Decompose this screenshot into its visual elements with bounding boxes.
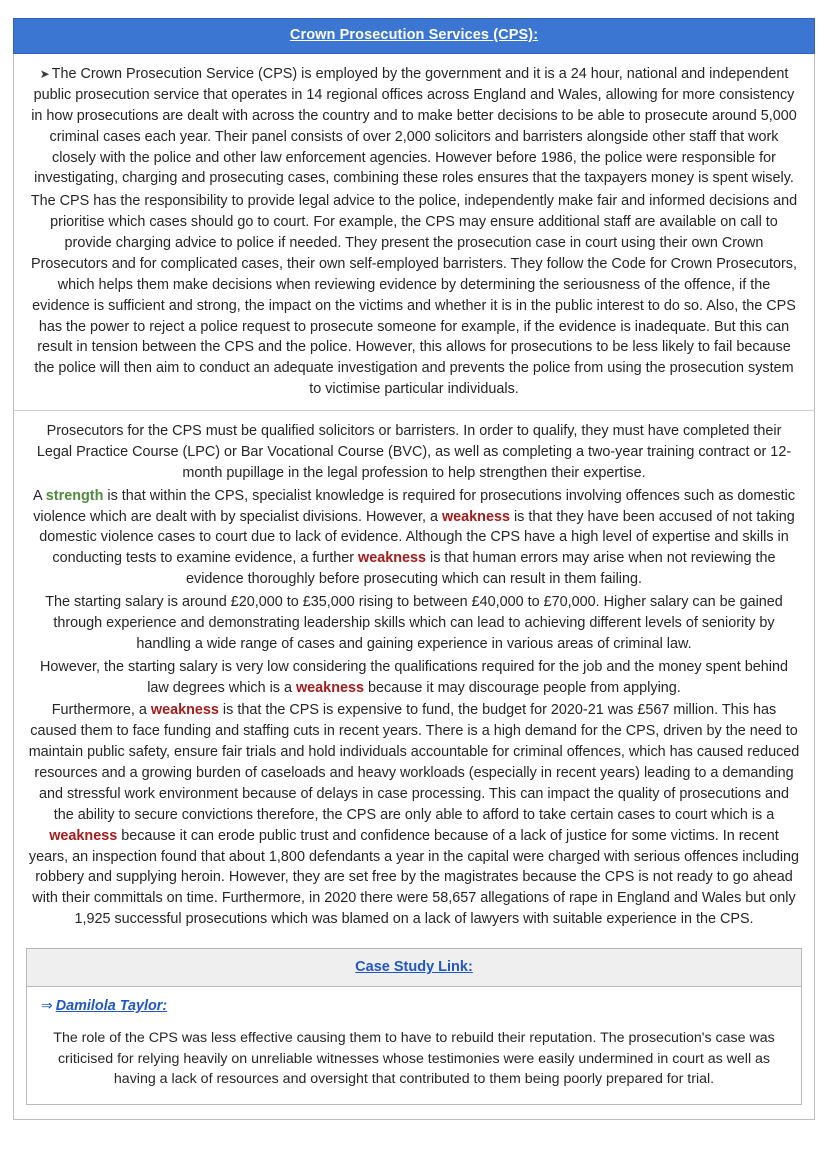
qualifications-paragraph: Prosecutors for the CPS must be qualified solicitors or barristers. In order to qualify, they must have completed their Legal Practice Course (LPC) or Bar Vocational Course (BVC), as well as completing a two-year training contract or 12-month pupillage in the legal profession to help strengthen their expertise. [36, 423, 792, 481]
section-qualifications-and-analysis [14, 410, 814, 940]
funding-text-1: Furthermore, a [51, 702, 151, 719]
funding-paragraph [28, 700, 800, 930]
funding-text-3: because it can erode public trust and confidence because of a lack of justice for some victims. In recent years, an inspection found that about 1,800 defendants a year in the capital were charged with serious offences including robbery and supplying heroin. However, they are set free by the magistrates because the CPS is not ready to go ahead with their committals on time. Furthermore, in 2020 there were 58,657 allegations of rape in England and Wales but only 1,925 successful prosecutions which was blamed on a lack of lawyers with suitable experience in the CPS. [28, 827, 800, 928]
double-arrow-right-icon: ⇒ [41, 997, 53, 1013]
overview-paragraph-1-text: The Crown Prosecution Service (CPS) is employed by the government and it is a 24 hour, national and independent public prosecution service that operates in 14 regional offices across England and Wales, allowing for more consistency in how prosecutions are dealt with across the country and to make better decisions to be able to prosecute around 5,000 criminal cases each year. Their panel consists of over 2,000 solicitors and barristers alongside other staff that work closely with the police and other law enforcement agencies. However before 1986, the police were responsible for investigating, charging and prosecuting cases, combining these roles ensures that the taxpayers money is spent wisely. [31, 66, 797, 187]
document-title-bar [13, 18, 815, 54]
specialist-knowledge-paragraph [28, 486, 800, 590]
case-study-name-link[interactable]: Damilola Taylor: [55, 998, 168, 1014]
salary-paragraph-2 [28, 657, 800, 699]
keyword-strength: strength [45, 487, 104, 504]
page-title: Crown Prosecution Services (CPS): [289, 27, 539, 43]
sk-text-4: is that human errors may arise when not reviewing the evidence thoroughly before prosecuting which can result in them failing. [186, 550, 776, 588]
keyword-weakness: weakness [150, 702, 219, 719]
case-study-link-label[interactable]: Case Study Link: [355, 959, 473, 975]
case-study-name-row [41, 997, 787, 1014]
sk-text-1: A [32, 487, 46, 504]
overview-paragraph-1 [28, 64, 800, 189]
case-study-header [26, 948, 802, 987]
section-overview [14, 54, 814, 410]
sk-text-3: is that they have been accused of not taking domestic violence cases to court due to lack of evidence. Although the CPS have a high level of expertise and skills in conducting tests to examine evidence, a further [39, 508, 795, 567]
overview-paragraph-2: The CPS has the responsibility to provide legal advice to the police, independently make fair and informed decisions and prioritise which cases should go to court. For example, the CPS may ensure additional staff are available on call to provide charging advice to police if needed. They present the prosecution case in court using their own Crown Prosecutors and for complicated cases, their own self-employed barristers. They follow the Code for Crown Prosecutors, which helps them make decisions when reviewing evidence by determining the seriousness of the offence, if the evidence is sufficient and strong, the impact on the victims and whether it is in the public interest to do so. Also, the CPS has the power to reject a police request to prosecute someone for example, if the evidence is inadequate. But this can result in tension between the CPS and the police. However, this allows for prosecutions to be less likely to fail because the police will then aim to conduct an adequate investigation and prevents the police from using the prosecution system to victimise particular individuals. [30, 193, 798, 398]
keyword-weakness: weakness [358, 550, 427, 567]
salary-text-2: However, the starting salary is very low considering the qualifications required for the job and the money spent behind law degrees which is a [40, 658, 788, 696]
arrow-bullet-icon: ➤ [39, 67, 50, 81]
salary-paragraph-1: The starting salary is around £20,000 to £35,000 rising to between £40,000 to £70,000. Higher salary can be gained through experience and demonstrating leadership skills which can lead to achieving different levels of seniority by handling a wide range of cases and gaining experience in various areas of criminal law. [45, 594, 783, 652]
sk-text-2: is that within the CPS, specialist knowledge is required for prosecutions involving offences such as domestic violence which are dealt with by specialist divisions. However, a [33, 487, 796, 525]
case-study-body [26, 987, 802, 1105]
keyword-weakness: weakness [441, 508, 510, 525]
salary-text-3: because it may discourage people from applying. [364, 679, 681, 696]
document-body-frame [13, 54, 815, 1120]
keyword-weakness: weakness [49, 827, 118, 844]
funding-text-2: is that the CPS is expensive to fund, the budget for 2020-21 was £567 million. This has caused them to face funding and staffing cuts in recent years. There is a high demand for the CPS, driven by the need to maintain public safety, ensure fair trials and hold individuals accountable for criminal offences, which has caused reduced resources and a growing burden of caseloads and heavy workloads (especially in recent years) leading to a demanding and stressful work environment because of delays in case processing. This can impact the quality of prosecutions and the ability to secure convictions therefore, the CPS are only able to afford to take certain cases to court which is a [28, 702, 800, 823]
case-study-description: The role of the CPS was less effective causing them to have to rebuild their reputation. The prosecution's case was criticised for relying heavily on unreliable witnesses whose testimonies were easily undermined in court as well as having a lack of resources and oversight that contributed to them being poorly prepared for trial. [53, 1030, 775, 1088]
keyword-weakness: weakness [295, 679, 364, 696]
case-study-block [26, 948, 802, 1105]
